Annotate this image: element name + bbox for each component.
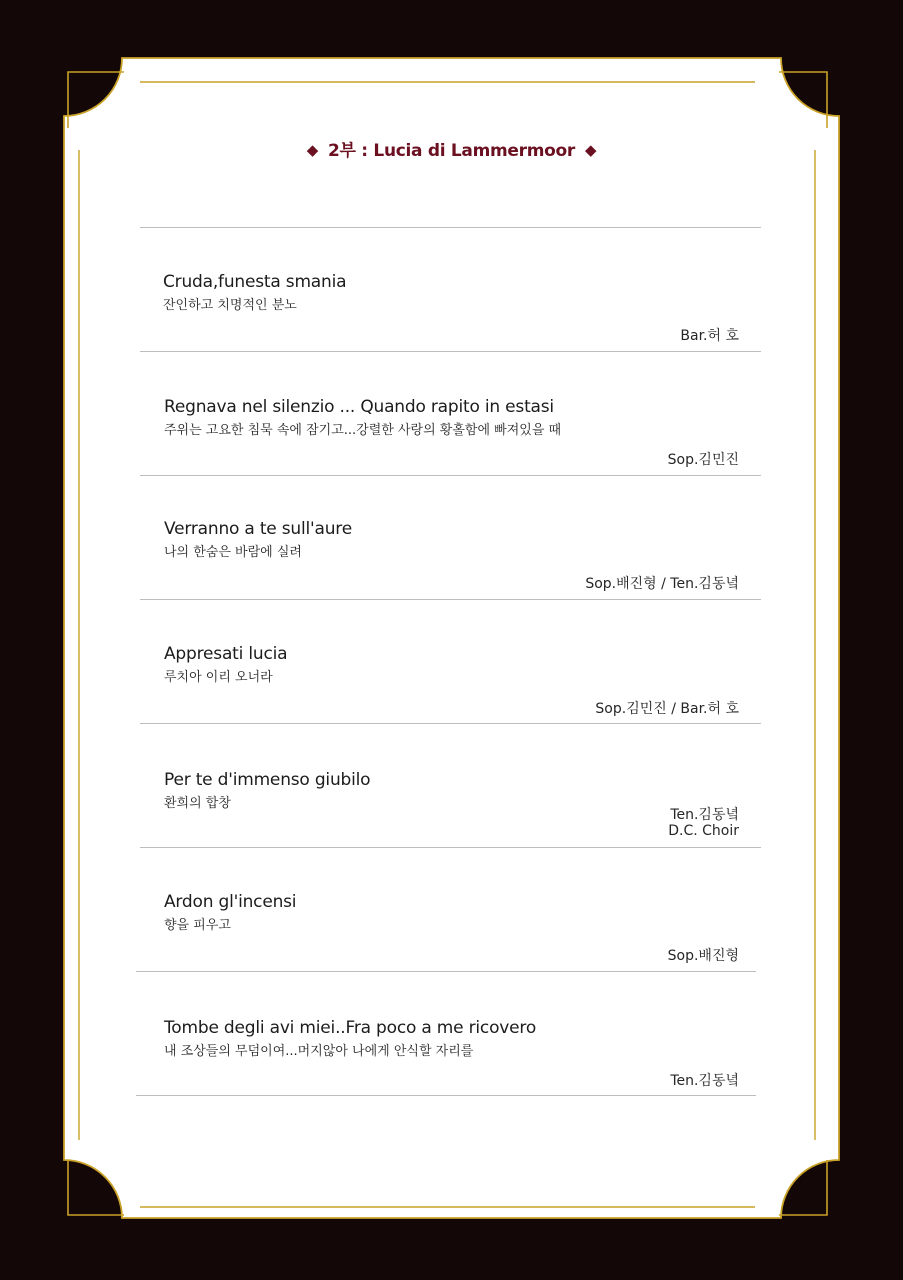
aria-title: Cruda,funesta smania (163, 272, 347, 292)
performer-credit: Sop.김민진 (667, 452, 739, 468)
program-item (164, 519, 739, 592)
program-item (164, 644, 739, 717)
aria-title: Ardon gl'incensi (164, 892, 297, 912)
aria-korean-subtitle: 주위는 고요한 침묵 속에 잠기고...강렬한 사랑의 황홀함에 빠져있을 때 (164, 423, 562, 438)
performer-credit: Bar.허 호 (680, 328, 739, 344)
top-divider (140, 227, 761, 228)
program-item (164, 770, 739, 840)
aria-korean-subtitle: 향을 피우고 (164, 918, 231, 933)
aria-korean-subtitle: 나의 한숨은 바람에 실려 (164, 545, 302, 560)
aria-title: Verranno a te sull'aure (164, 519, 352, 539)
performer-credit: Sop.김민진 / Bar.허 호 (595, 701, 739, 717)
aria-korean-subtitle: 내 조상들의 무덤이여...머지않아 나에게 안식할 자리를 (164, 1044, 474, 1059)
program-item (164, 1018, 739, 1088)
performer-credit: Ten.김동녘 (670, 807, 739, 823)
program-item (163, 272, 739, 342)
program-item (164, 397, 739, 467)
performer-credit: Ten.김동녘 (670, 1073, 739, 1089)
item-divider (136, 971, 756, 972)
aria-korean-subtitle: 환희의 합창 (164, 796, 231, 811)
section-title: 2부 : Lucia di Lammermoor (328, 141, 575, 161)
aria-title: Per te d'immenso giubilo (164, 770, 371, 790)
program-item (164, 892, 739, 962)
performer-credit: D.C. Choir (668, 823, 739, 839)
aria-korean-subtitle: 잔인하고 치명적인 분노 (163, 298, 297, 313)
aria-korean-subtitle: 루치아 이리 오너라 (164, 670, 273, 685)
diamond-ornament-left-icon: ◆ (306, 141, 319, 159)
item-divider (136, 1095, 756, 1096)
performer-credit: Sop.배진형 / Ten.김동녘 (585, 576, 739, 592)
aria-title: Regnava nel silenzio ... Quando rapito in estasi (164, 397, 554, 417)
item-divider (140, 599, 761, 600)
performer-credit: Sop.배진형 (667, 948, 739, 964)
item-divider (140, 351, 761, 352)
aria-title: Tombe degli avi miei..Fra poco a me ricovero (164, 1018, 537, 1038)
diamond-ornament-right-icon: ◆ (584, 141, 597, 159)
item-divider (140, 475, 761, 476)
item-divider (140, 723, 761, 724)
item-divider (140, 847, 761, 848)
aria-title: Appresati lucia (164, 644, 288, 664)
